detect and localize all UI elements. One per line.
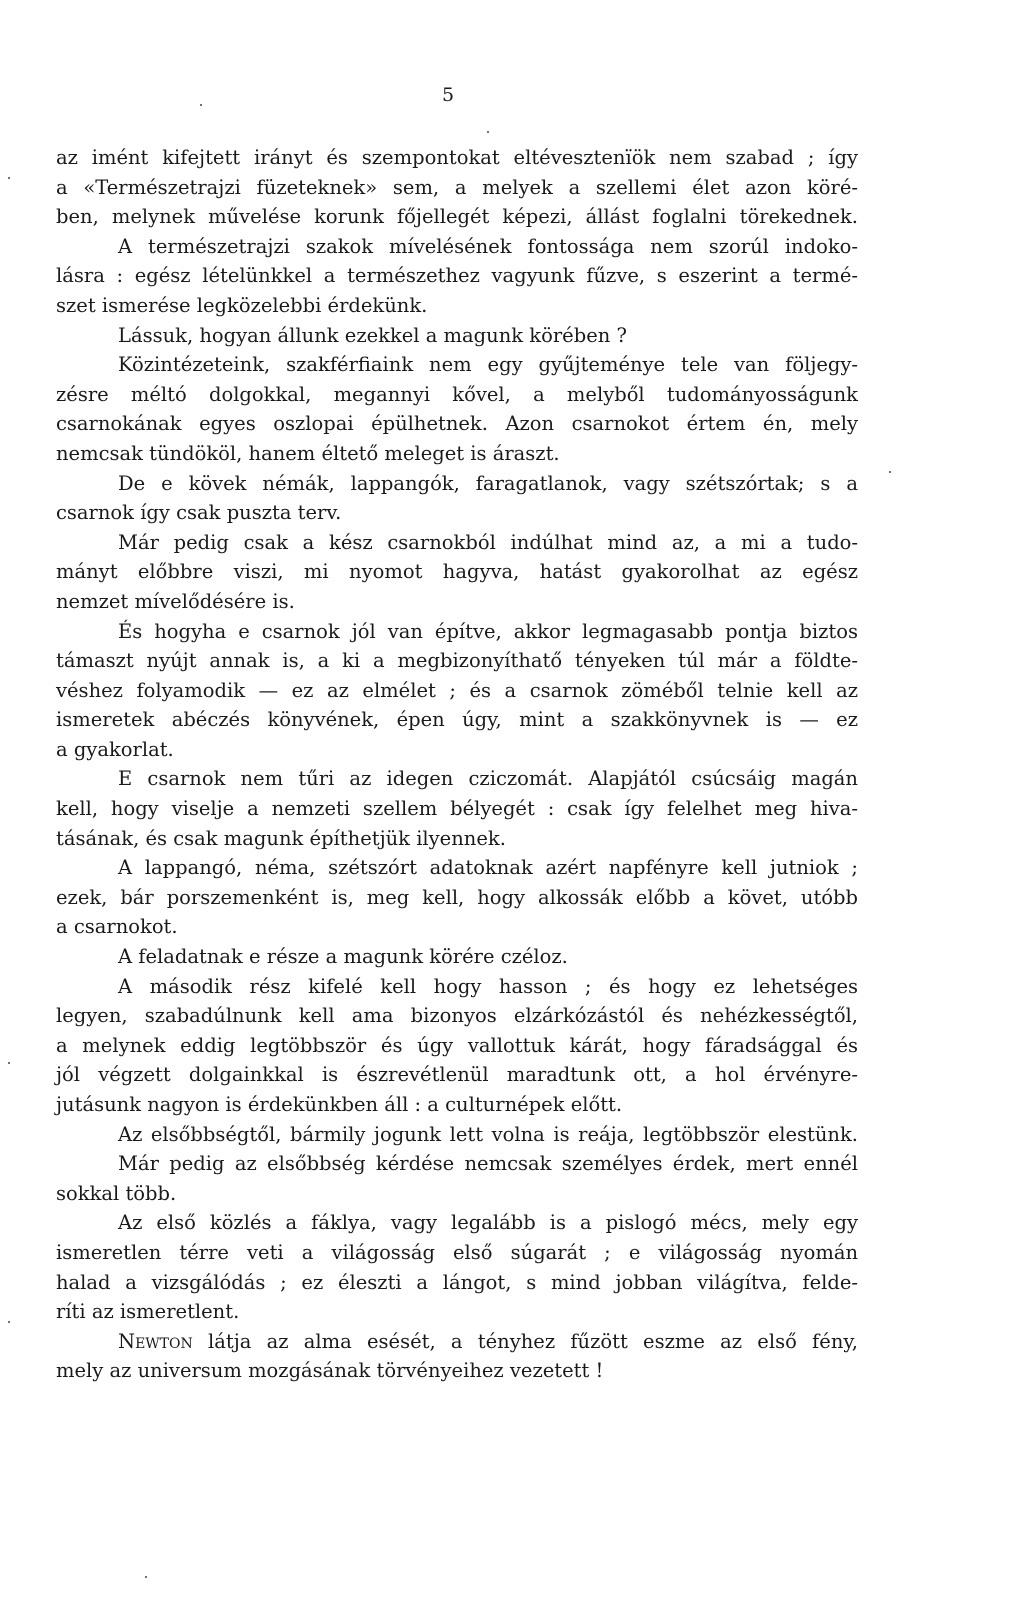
paragraph-start: Az elsőbbségtől, bármily jogunk lett volna is reája, legtöbbször elestünk.: [118, 1122, 858, 1146]
speck: [8, 1062, 10, 1064]
paragraph-start: Az első közlés a fáklya, vagy legalább is a pislogó mécs, mely egy: [118, 1211, 858, 1235]
paragraph-start: És hogyha e csarnok jól van építve, akkor legmagasabb pontja biztos: [118, 619, 858, 643]
text-line: véshez folyamodik — ez az elmélet ; és a csarnok zöméből telnie kell az: [56, 678, 858, 702]
text-line: lásra : egész lételünkkel a természethez vagyunk fűzve, s eszerint a termé-: [56, 264, 858, 288]
text-line: tásának, és csak magunk építhetjük ilyennek.: [56, 826, 506, 850]
body-text: [56, 143, 858, 1386]
text-line: nemcsak tündököl, hanem éltető meleget is áraszt.: [56, 441, 560, 465]
text-line: a gyakorlat.: [56, 737, 174, 761]
paragraph-start: E csarnok nem tűri az idegen cziczomát. Alapjától csúcsáig magán: [118, 767, 858, 791]
text-line: az imént kifejtett irányt és szempontokat eltévesztenïök nem szabad ; így: [56, 146, 858, 169]
speck: [889, 471, 891, 473]
paragraph-start: [56, 1327, 858, 1357]
text-line: csarnok így csak puszta terv.: [56, 501, 342, 525]
speck: [487, 131, 489, 133]
text-line: mely az universum mozgásának törvényeihez vezetett !: [56, 1359, 604, 1383]
text-line: halad a vizsgálódás ; ez éleszti a lángot, s mind jobban világítva, felde-: [56, 1270, 858, 1294]
text-line: mányt előbbre viszi, mi nyomot hagyva, hatást gyakorolhat az egész: [56, 560, 858, 584]
speck: [8, 1321, 10, 1323]
paragraph-start: Már pedig az elsőbbség kérdése nemcsak személyes érdek, mert ennél: [118, 1152, 858, 1176]
paragraph-start: Lássuk, hogyan állunk ezekkel a magunk körében ?: [118, 323, 627, 347]
text-line: ben, melynek művelése korunk főjellegét képezi, állást foglalni törekednek.: [56, 205, 858, 229]
text-line: jól végzett dolgainkkal is észrevétlenül maradtunk ott, a hol érvényre-: [56, 1063, 858, 1087]
paragraph-start: A második rész kifelé kell hogy hasson ; és hogy ez lehetséges: [118, 974, 858, 998]
paragraph-start: A természetrajzi szakok mívelésének fontossága nem szorúl indoko-: [118, 234, 858, 258]
paragraph-start: A feladatnak e része a magunk körére czéloz.: [118, 945, 568, 969]
text-line: a «Természetrajzi füzeteknek» sem, a melyek a szellemi élet azon köré-: [56, 175, 858, 199]
text-line: ezek, bár porszemenként is, meg kell, hogy alkossák előbb a követ, utóbb: [56, 885, 858, 909]
text-line: jutásunk nagyon is érdekünkben áll : a culturnépek előtt.: [56, 1093, 623, 1116]
text-line: szet ismerése legközelebbi érdekünk.: [56, 293, 428, 317]
text-line: nemzet mívelődésére is.: [56, 589, 295, 613]
text-fragment: látja az alma esését, a tényhez fűzött eszme az első fény,: [208, 1329, 858, 1353]
text-line: sokkal több.: [56, 1181, 177, 1205]
text-line: ismeretlen térre veti a világosság első súgarát ; e világosság nyomán: [56, 1240, 858, 1264]
speck: [200, 104, 202, 106]
speck: [8, 177, 10, 179]
text-line: legyen, szabadúlnunk kell ama bizonyos elzárkózástól és nehézkességtől,: [56, 1004, 858, 1028]
page-number: 5: [442, 84, 455, 106]
paragraph-start: A lappangó, néma, szétszórt adatoknak azért napfényre kell jutniok ;: [118, 856, 858, 880]
paragraph-start: Már pedig csak a kész csarnokból indúlhat mind az, a mi a tudo-: [118, 530, 858, 554]
text-line: a melynek eddig legtöbbször és úgy vallottuk kárát, hogy fáradsággal és: [56, 1033, 858, 1057]
speck: [145, 1576, 147, 1578]
text-line: zésre méltó dolgokkal, megannyi kővel, a melyből tudományosságunk: [56, 382, 858, 406]
text-line: kell, hogy viselje a nemzeti szellem bélyegét : csak így felelhet meg hiva-: [56, 797, 858, 821]
text-line: ismeretek abéczés könyvének, épen úgy, mint a szakkönyvnek is — ez: [56, 708, 858, 732]
text-line: csarnokának egyes oszlopai épülhetnek. Azon csarnokot értem én, mely: [56, 412, 858, 436]
paragraph-start: De e kövek némák, lappangók, faragatlanok, vagy szétszórtak; s a: [118, 471, 858, 495]
text-line: támaszt nyújt annak is, a ki a megbizonyíthatő tényeken túl már a földte-: [56, 649, 858, 673]
name-newton: Newton: [118, 1329, 193, 1353]
text-line: ríti az ismeretlent.: [56, 1300, 240, 1324]
paragraph-start: Közintézeteink, szakférfiaink nem egy gyűjteménye tele van följegy-: [118, 353, 858, 377]
text-line: a csarnokot.: [56, 915, 178, 939]
